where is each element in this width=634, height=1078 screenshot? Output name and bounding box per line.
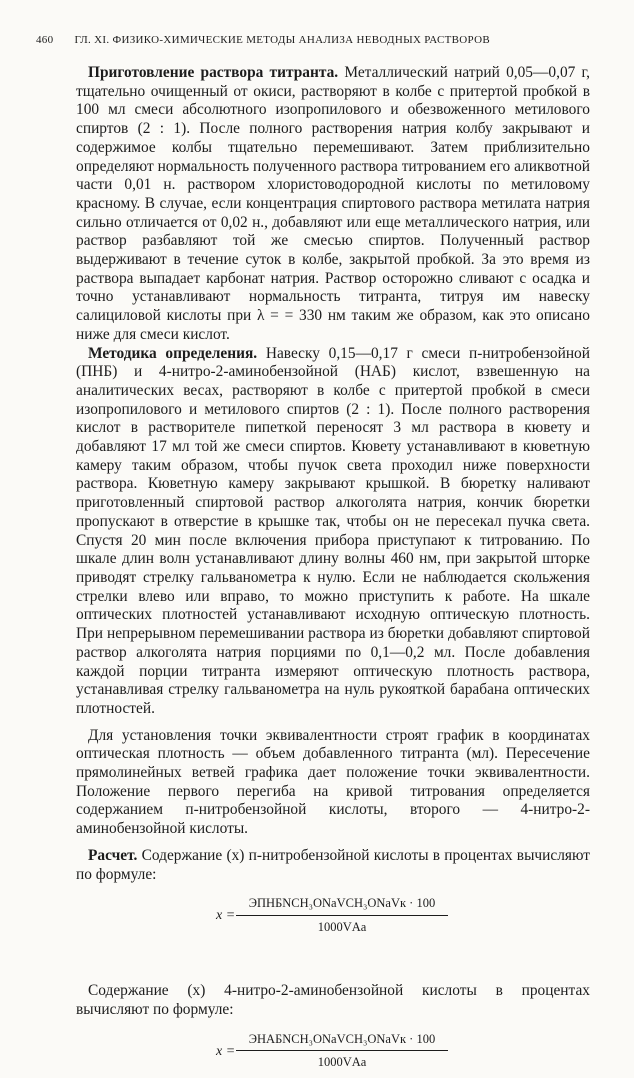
- heading-method: Методика определения.: [88, 344, 258, 362]
- heading-titrant: Приготовление раствора титранта.: [88, 64, 339, 81]
- formula-pnb-fraction: [234, 894, 450, 936]
- main-text: [76, 64, 590, 1078]
- paragraph-equivalence: [76, 727, 590, 839]
- paragraph-second: [76, 982, 590, 1019]
- formula-nab-lhs: x =: [216, 1043, 236, 1059]
- running-header: [36, 34, 596, 46]
- formula-nab-denominator: 1000VАa: [317, 1055, 367, 1070]
- formula-nab: [76, 1030, 590, 1078]
- formula-pnb-denominator: 1000VАa: [317, 919, 367, 934]
- formula-pnb-numerator: ЭПНБNCH₃ONaVCH₃ONaVк · 100: [248, 896, 436, 911]
- formula-nab-numerator: ЭНАБNCH₃ONaVCH₃ONaVк · 100: [248, 1031, 436, 1046]
- formula-pnb-lhs: x =: [216, 908, 236, 924]
- body-titrant: Металлический натрий 0,05—0,07 г, тщательно очищенный от окиси, растворяют в колбе с притертой пробкой в 100 мл смеси абсолютного изопропилового и обезвоженного метилового спиртов (2 : 1). После полного растворения натрия колбу закрывают и содержимое колбы тщательно перемешивают. Затем приблизительно определяют нормальность полученного раствора титрованием его аликвотной части 0,01 н. раствором хлористоводородной кислоты по метиловому красному. В случае, если концентрация спиртового раствора метилата натрия сильно отличается от 0,02 н., добавляют или еще металлического натрия, или раствор разбавляют той же смесью спиртов. Полученный раствор выдерживают в течение суток в колбе, закрытой пробкой. За это время из раствора выпадает карбонат натрия. Раствор осторожно сливают с осадка и точно устанавливают нормальность титранта, титруя им навеску салициловой кислоты при λ = = 330 нм таким же образом, как это описано ниже для смеси кислот.: [76, 64, 590, 343]
- body-equivalence: Для установления точки эквивалентности строят график в координатах оптическая плотность — объем добавленного титранта (мл). Пересечение прямолинейных ветвей графика дает положение точки эквивалентности. Положение первого перегиба на кривой титрования определяется содержанием п-нитробензойной кислоты, второго — 4-нитро-2-аминобензойной кислоты.: [76, 726, 590, 838]
- page-number: 460: [36, 34, 54, 46]
- paragraph-calculation: [76, 847, 590, 884]
- paragraph-titrant: [76, 64, 590, 345]
- paragraph-method: [76, 345, 590, 719]
- body-calculation: Содержание (x) п-нитробензойной кислоты в процентах вычисляют по формуле:: [76, 846, 590, 883]
- formula-nab-fraction: [234, 1030, 450, 1072]
- body-second: Содержание (x) 4-нитро-2-аминобензойной кислоты в процентах вычисляют по формуле:: [76, 982, 590, 1018]
- heading-calculation: Расчет.: [88, 846, 138, 864]
- running-title: ГЛ. XI. ФИЗИКО-ХИМИЧЕСКИЕ МЕТОДЫ АНАЛИЗА НЕВОДНЫХ РАСТВОРОВ: [74, 34, 490, 46]
- body-method: Навеску 0,15—0,17 г смеси п-нитробензойной (ПНБ) и 4-нитро-2-аминобензойной (НАБ) кислот, взвешенную на аналитических весах, растворяют в колбе с притертой пробкой в смеси изопропилового и метилового спиртов (2 : 1). После полного растворения кислот в растворителе пипеткой переносят 3 мл раствора в кювету и добавляют 17 мл той же смеси спиртов. Кювету устанавливают в кюветную камеру таким образом, чтобы пучок света проходил ниже поверхности раствора. Кюветную камеру закрывают крышкой. В бюретку наливают приготовленный спиртовой раствор алкоголята натрия, кончик бюретки пропускают в отверстие в крышке так, чтобы он не пересекал пучка света. Спустя 20 мин после включения прибора приступают к титрованию. По шкале длин волн устанавливают длину волны 460 нм, при закрытой шторке приводят стрелку гальванометра к нулю. Если не наблюдается скольжения стрелки влево или вправо, то можно приступить к работе. На шкале оптических плотностей устанавливают исходную оптическую плотность. При непрерывном перемешивании раствора из бюретки добавляют спиртовой раствор алкоголята натрия порциями по 0,1—0,2 мл. После добавления каждой порции титранта измеряют оптическую плотность раствора, устанавливая стрелку гальванометра на нуль рукояткой барабана оптических плотностей.: [76, 344, 590, 717]
- formula-pnb: [76, 894, 590, 942]
